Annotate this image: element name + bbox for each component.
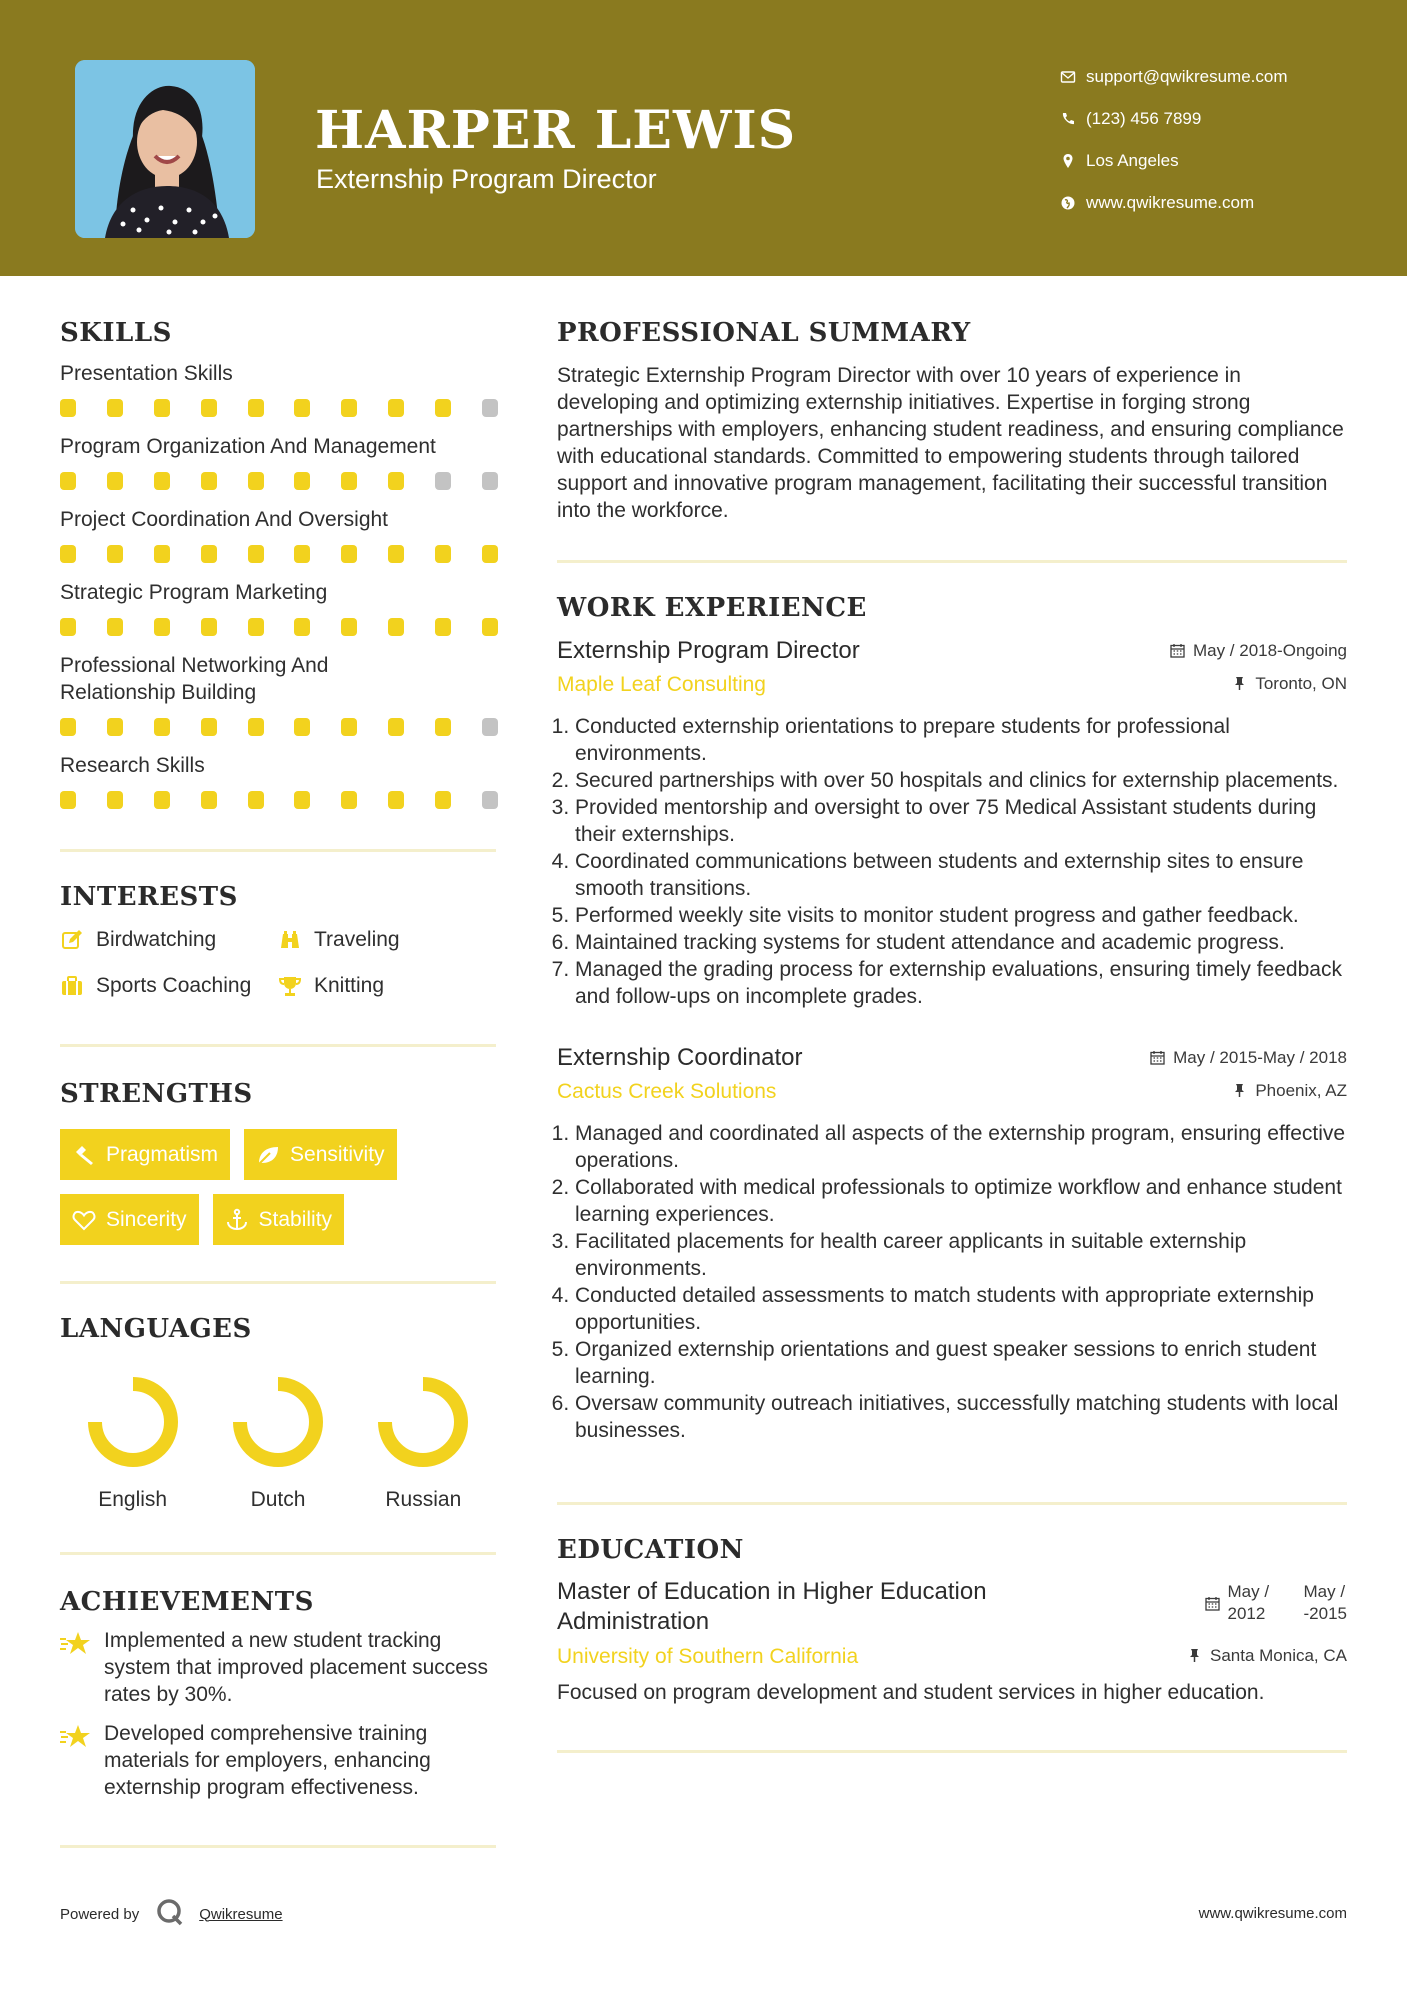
job-location-text: Toronto, ON: [1255, 673, 1347, 693]
rating-dot-empty: [435, 472, 451, 490]
calendar-icon: [1150, 1050, 1165, 1065]
interest-label: Knitting: [314, 974, 385, 997]
job-location: [1232, 1081, 1347, 1101]
education-date-end-year: -2015: [1303, 1604, 1347, 1623]
company-name: Cactus Creek Solutions: [557, 1080, 777, 1103]
rating-dot-filled: [60, 718, 76, 736]
section-divider: [60, 1552, 496, 1555]
language-level-ring: [230, 1374, 326, 1470]
skill-item: [60, 652, 496, 738]
rating-dot-filled: [201, 472, 217, 490]
achievements-heading: ACHIEVEMENTS: [60, 1587, 314, 1617]
heart-icon: [72, 1208, 96, 1232]
achievements-list: [60, 1627, 496, 1801]
rating-dot-filled: [201, 399, 217, 417]
section-divider: [557, 1750, 1347, 1753]
rating-dot-empty: [482, 791, 498, 809]
language-level-arc: [240, 1384, 316, 1460]
rating-dot-filled: [388, 618, 404, 636]
rating-dot-filled: [201, 791, 217, 809]
rating-dot-filled: [248, 618, 264, 636]
contact-location-text: Los Angeles: [1086, 151, 1179, 170]
skill-item: [60, 360, 496, 419]
leaf-icon: [256, 1143, 280, 1167]
rating-dot-filled: [388, 472, 404, 490]
contact-website-text: www.qwikresume.com: [1086, 193, 1255, 212]
contact-location: [1050, 140, 1288, 182]
language-level-ring: [85, 1374, 181, 1470]
rating-dot-filled: [435, 545, 451, 563]
duty-list: [557, 713, 1347, 1010]
briefcase-icon: [60, 974, 84, 998]
rating-dot-filled: [341, 545, 357, 563]
strength-label: Sensitivity: [290, 1142, 385, 1166]
education-date-start: May /: [1227, 1582, 1270, 1601]
interest-label: Sports Coaching: [96, 974, 252, 997]
interests-list: [60, 926, 496, 1000]
star-icon: [60, 1631, 92, 1657]
skill-item: [60, 579, 496, 638]
section-divider: [60, 1845, 496, 1848]
rating-dot-filled: [341, 618, 357, 636]
phone-icon: [1050, 111, 1086, 127]
powered-by-text: Powered by: [60, 1905, 140, 1923]
school-name: University of Southern California: [557, 1645, 859, 1668]
rating-dot-filled: [107, 791, 123, 809]
skill-name: Program Organization And Management: [60, 435, 436, 458]
profile-photo-illustration: [75, 60, 255, 238]
duty-item: 2. Secured partnerships with over 50 hospitals and clinics for externship placements.: [575, 767, 1347, 794]
section-divider: [557, 560, 1347, 563]
profile-photo: [75, 60, 255, 238]
rating-dot-filled: [294, 545, 310, 563]
degree-title: Master of Education in Higher Education Administration: [557, 1578, 987, 1635]
resume-header: [0, 0, 1407, 276]
right-column: [557, 318, 1347, 1753]
rating-dot-filled: [60, 472, 76, 490]
rating-dot-filled: [201, 618, 217, 636]
globe-icon: [1050, 195, 1086, 211]
rating-dot-filled: [388, 791, 404, 809]
duty-item: 3. Facilitated placements for health career applicants in suitable externship environments.: [575, 1228, 1347, 1282]
job-title: Externship Program Director: [557, 637, 860, 664]
rating-dot-filled: [107, 718, 123, 736]
rating-dot-filled: [60, 545, 76, 563]
job-date-text: May / 2018-Ongoing: [1192, 640, 1347, 660]
footer-powered-by: [60, 1897, 283, 1931]
strength-tag: [213, 1194, 345, 1245]
skills-heading: SKILLS: [60, 318, 172, 348]
language-item: [351, 1374, 496, 1512]
duty-item: 1. Conducted externship orientations to prepare students for professional environments.: [575, 713, 1347, 767]
strength-label: Pragmatism: [106, 1142, 219, 1166]
contact-email-text: support@qwikresume.com: [1086, 67, 1288, 86]
duty-item: 7. Managed the grading process for externship evaluations, ensuring timely feedback and follow-ups on incomplete grades.: [575, 956, 1347, 1010]
job-date: [1150, 1048, 1347, 1068]
rating-dot-filled: [154, 399, 170, 417]
skill-name: Presentation Skills: [60, 362, 233, 385]
strength-label: Stability: [258, 1207, 333, 1231]
section-divider: [60, 1281, 496, 1284]
rating-dot-filled: [388, 545, 404, 563]
interest-item: [60, 926, 278, 954]
rating-dot-filled: [154, 718, 170, 736]
interest-item: [278, 926, 478, 954]
left-column: [60, 318, 496, 1848]
rating-dot-filled: [294, 472, 310, 490]
education-location-text: Santa Monica, CA: [1209, 1645, 1347, 1665]
rating-dot-empty: [482, 399, 498, 417]
education-location: [1187, 1646, 1347, 1666]
skill-rating: [60, 545, 498, 565]
mail-icon: [1050, 69, 1086, 85]
languages-heading: LANGUAGES: [60, 1314, 252, 1344]
rating-dot-filled: [294, 399, 310, 417]
interest-item: [278, 972, 478, 1000]
skill-name: Professional Networking And Relationship Building: [60, 654, 329, 704]
job-title: Externship Coordinator: [557, 1044, 803, 1071]
job-entry: [557, 1044, 1347, 1444]
skill-item: [60, 506, 496, 565]
rating-dot-filled: [294, 791, 310, 809]
skill-rating: [60, 791, 498, 811]
summary-heading: PROFESSIONAL SUMMARY: [557, 318, 971, 348]
interests-heading: INTERESTS: [60, 882, 238, 912]
rating-dot-filled: [248, 399, 264, 417]
rating-dot-filled: [201, 545, 217, 563]
language-item: [205, 1374, 350, 1512]
rating-dot-filled: [201, 718, 217, 736]
rating-dot-filled: [248, 545, 264, 563]
education-date: [1205, 1581, 1347, 1625]
education-heading: EDUCATION: [557, 1535, 744, 1565]
skill-name: Strategic Program Marketing: [60, 581, 328, 604]
contact-phone-text: (123) 456 7899: [1086, 109, 1202, 128]
qwikresume-logo-icon: [155, 1897, 185, 1931]
strengths-heading: STRENGTHS: [60, 1079, 253, 1109]
strength-tag: [60, 1129, 230, 1180]
candidate-name: HARPER LEWIS: [315, 100, 797, 161]
contact-website[interactable]: [1050, 182, 1288, 224]
contact-phone[interactable]: [1050, 98, 1288, 140]
job-location-text: Phoenix, AZ: [1255, 1080, 1347, 1100]
education-date-start-year: 2012: [1227, 1604, 1266, 1623]
rating-dot-filled: [154, 545, 170, 563]
job-entry: [557, 637, 1347, 1010]
duty-item: 6. Maintained tracking systems for student attendance and academic progress.: [575, 929, 1347, 956]
duty-list: [557, 1120, 1347, 1444]
rating-dot-filled: [107, 545, 123, 563]
rating-dot-filled: [482, 618, 498, 636]
rating-dot-empty: [482, 472, 498, 490]
summary-text: Strategic Externship Program Director with over 10 years of experience in developing and optimizing externship initiatives. Expertise in forging strong partnerships with employers, enhancing student readiness, and ensuring compliance with educational standards. Committed to empowering students through tailored support and innovative program management, facilitating their successful transition into the workforce.: [557, 364, 1344, 522]
skill-item: [60, 752, 496, 811]
duty-item: 4. Conducted detailed assessments to match students with appropriate externship opportunities.: [575, 1282, 1347, 1336]
pushpin-icon: [1187, 1648, 1202, 1663]
strength-tag: [244, 1129, 397, 1180]
skill-rating: [60, 618, 498, 638]
strength-label: Sincerity: [106, 1207, 187, 1231]
rating-dot-filled: [60, 618, 76, 636]
gavel-icon: [72, 1143, 96, 1167]
rating-dot-filled: [60, 791, 76, 809]
candidate-title: Externship Program Director: [316, 164, 657, 194]
section-divider: [60, 849, 496, 852]
rating-dot-filled: [435, 791, 451, 809]
rating-dot-filled: [388, 399, 404, 417]
trophy-icon: [278, 974, 302, 998]
achievement-text: Developed comprehensive training materials for employers, enhancing externship program effectiveness.: [104, 1722, 431, 1799]
language-name: Russian: [385, 1488, 462, 1511]
calendar-icon: [1170, 643, 1185, 658]
rating-dot-filled: [154, 618, 170, 636]
rating-dot-filled: [435, 399, 451, 417]
strength-tag: [60, 1194, 199, 1245]
rating-dot-filled: [107, 472, 123, 490]
language-name: Dutch: [250, 1488, 306, 1511]
education-description: Focused on program development and student services in higher education.: [557, 1681, 1265, 1704]
qwikresume-link[interactable]: Qwikresume: [199, 1905, 283, 1923]
location-pin-icon: [1050, 153, 1086, 169]
languages-list: [60, 1374, 496, 1512]
duty-item: 1. Managed and coordinated all aspects of the externship program, ensuring effective operations.: [575, 1120, 1347, 1174]
language-level-arc: [95, 1384, 171, 1460]
skill-name: Research Skills: [60, 754, 205, 777]
rating-dot-filled: [107, 618, 123, 636]
section-divider: [557, 1502, 1347, 1505]
binoculars-icon: [278, 928, 302, 952]
experience-heading: WORK EXPERIENCE: [557, 593, 867, 623]
rating-dot-filled: [154, 472, 170, 490]
language-item: [60, 1374, 205, 1512]
rating-dot-filled: [341, 718, 357, 736]
star-icon: [60, 1724, 92, 1750]
pushpin-icon: [1232, 1083, 1247, 1098]
interest-label: Traveling: [314, 928, 400, 951]
rating-dot-filled: [388, 718, 404, 736]
rating-dot-filled: [341, 472, 357, 490]
rating-dot-filled: [60, 399, 76, 417]
language-level-ring: [375, 1374, 471, 1470]
footer-url[interactable]: www.qwikresume.com: [1198, 1905, 1347, 1922]
duty-item: 5. Performed weekly site visits to monitor student progress and gather feedback.: [575, 902, 1347, 929]
pencil-icon: [60, 928, 84, 952]
strengths-list: [60, 1129, 496, 1245]
skill-rating: [60, 718, 498, 738]
rating-dot-filled: [341, 399, 357, 417]
rating-dot-filled: [248, 472, 264, 490]
rating-dot-filled: [248, 791, 264, 809]
job-location: [1232, 674, 1347, 694]
language-level-arc: [385, 1384, 461, 1460]
company-name: Maple Leaf Consulting: [557, 673, 766, 696]
achievement-item: [60, 1720, 496, 1801]
skill-rating: [60, 399, 498, 419]
pushpin-icon: [1232, 676, 1247, 691]
duty-item: 5. Organized externship orientations and guest speaker sessions to enrich student learning.: [575, 1336, 1347, 1390]
duty-item: 6. Oversaw community outreach initiatives, successfully matching students with local businesses.: [575, 1390, 1347, 1444]
achievement-text: Implemented a new student tracking system that improved placement success rates by 30%.: [104, 1629, 488, 1706]
achievement-item: [60, 1627, 496, 1708]
education-entry: [557, 1577, 1347, 1706]
rating-dot-filled: [248, 718, 264, 736]
skill-rating: [60, 472, 498, 492]
rating-dot-filled: [294, 718, 310, 736]
skill-item: [60, 433, 496, 492]
rating-dot-empty: [482, 718, 498, 736]
rating-dot-filled: [435, 718, 451, 736]
job-date-text: May / 2015-May / 2018: [1173, 1047, 1347, 1067]
anchor-icon: [225, 1208, 249, 1232]
duty-item: 2. Collaborated with medical professionals to optimize workflow and enhance student learning experiences.: [575, 1174, 1347, 1228]
rating-dot-filled: [107, 399, 123, 417]
language-name: English: [98, 1488, 168, 1511]
interest-item: [60, 972, 278, 1000]
contact-email[interactable]: [1050, 56, 1288, 98]
calendar-icon: [1205, 1596, 1220, 1611]
duty-item: 3. Provided mentorship and oversight to over 75 Medical Assistant students during their externships.: [575, 794, 1347, 848]
skill-name: Project Coordination And Oversight: [60, 508, 389, 531]
rating-dot-filled: [154, 791, 170, 809]
duty-item: 4. Coordinated communications between students and externship sites to ensure smooth transitions.: [575, 848, 1347, 902]
interest-label: Birdwatching: [96, 928, 217, 951]
rating-dot-filled: [294, 618, 310, 636]
rating-dot-filled: [341, 791, 357, 809]
section-divider: [60, 1044, 496, 1047]
contact-list: [1050, 56, 1288, 224]
rating-dot-filled: [482, 545, 498, 563]
job-date: [1170, 641, 1347, 661]
rating-dot-filled: [435, 618, 451, 636]
education-date-end: May /: [1303, 1582, 1346, 1601]
skills-list: [60, 360, 496, 811]
